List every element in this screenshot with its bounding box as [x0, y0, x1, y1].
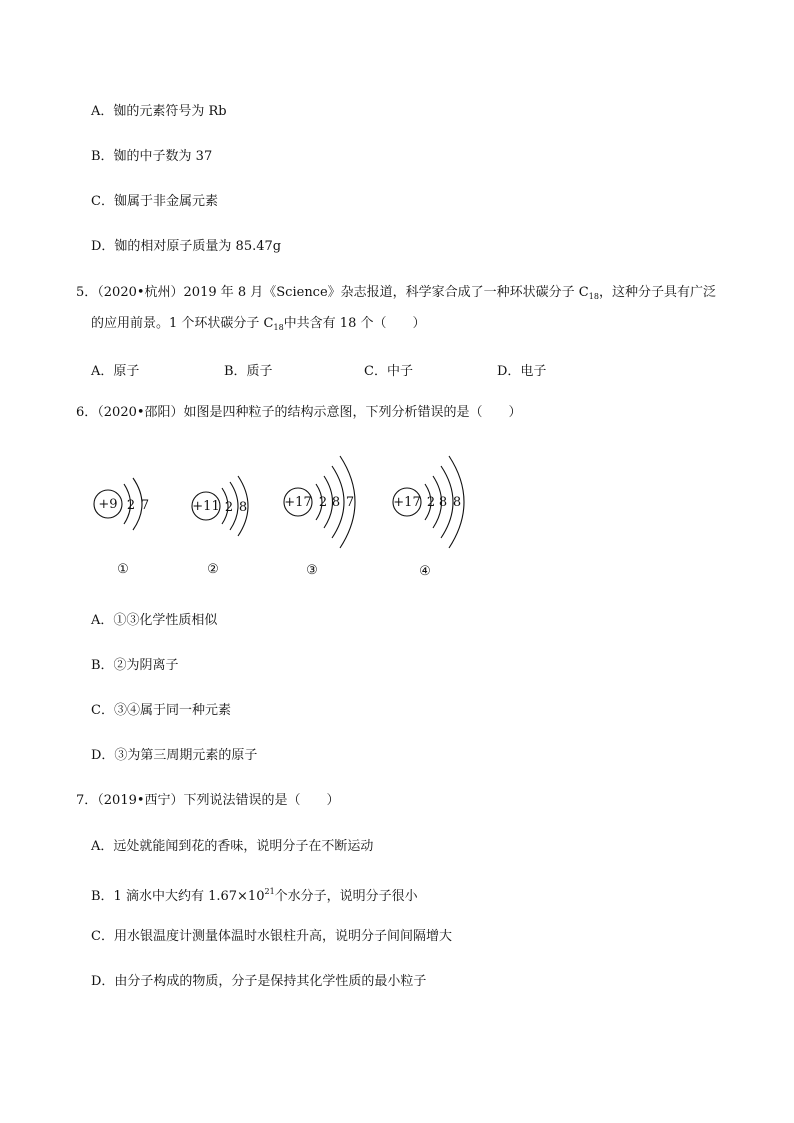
particle-4-shell-count-1: 2: [426, 495, 436, 510]
q5-line2-post: 中共含有 18 个（ ）: [283, 316, 426, 331]
q6-stem: 6．（2020•邵阳）如图是四种粒子的结构示意图，下列分析错误的是（ ）: [76, 405, 522, 420]
q5-stem-line2: [91, 316, 425, 336]
particle-structure-diagram: [80, 440, 500, 590]
q4-option-b: B．铷的中子数为 37: [91, 149, 213, 164]
q6-option-a: A．①③化学性质相似: [91, 613, 218, 628]
particle-1-label: ①: [117, 562, 129, 577]
particle-2-shell-count-1: 2: [224, 500, 234, 515]
q7-option-b-exponent: 21: [264, 887, 275, 896]
particle-4-shell-count-2: 8: [438, 495, 448, 510]
q5-option-a: A．原子: [91, 364, 140, 379]
q4-option-a: A．铷的元素符号为 Rb: [91, 104, 227, 119]
particle-3-nucleus: +17: [284, 495, 312, 510]
particle-4-label: ④: [419, 564, 431, 579]
q5-line1-post: ，这种分子具有广泛: [598, 285, 716, 300]
particle-1-nucleus: +9: [98, 497, 118, 512]
q4-option-c: C．铷属于非金属元素: [91, 194, 218, 209]
q5-options-row: [91, 360, 611, 378]
q7-option-c: C．用水银温度计测量体温时水银柱升高，说明分子间间隔增大: [91, 929, 452, 944]
q6-option-b: B．②为阴离子: [91, 658, 179, 673]
q5-line1-subscript: 18: [588, 292, 599, 301]
q7-option-b: [91, 884, 418, 905]
q5-option-b: B．质子: [224, 364, 273, 379]
q7-option-b-pre: B．1 滴水中大约有 1.67×10: [91, 889, 265, 904]
particle-1-shell-count-2: 7: [140, 498, 150, 513]
particle-4-nucleus: +17: [393, 495, 421, 510]
particle-3-shell-count-1: 2: [318, 495, 328, 510]
particle-2-label: ②: [207, 562, 219, 577]
q7-option-a: A．远处就能闻到花的香味，说明分子在不断运动: [91, 839, 374, 854]
particle-3-label: ③: [306, 563, 318, 578]
q5-option-d: D．电子: [497, 364, 547, 379]
q7-stem: 7．（2019•西宁）下列说法错误的是（ ）: [76, 793, 340, 808]
q7-option-d: D．由分子构成的物质，分子是保持其化学性质的最小粒子: [91, 974, 427, 989]
q5-line2-subscript: 18: [273, 323, 284, 332]
q5-stem-line1: [76, 285, 716, 305]
particle-2-nucleus: +11: [192, 499, 220, 514]
particle-1-shell-count-1: 2: [126, 498, 136, 513]
q4-option-d: D．铷的相对原子质量为 85.47g: [91, 239, 282, 254]
q6-option-d: D．③为第三周期元素的原子: [91, 748, 258, 763]
particle-4-shell-count-3: 8: [452, 495, 462, 510]
q5-line1-pre: 5．（2020•杭州）2019 年 8 月《Science》杂志报道，科学家合成了一种环状碳分子 C: [76, 285, 589, 300]
q5-option-c: C．中子: [364, 364, 413, 379]
q5-line2-pre: 的应用前景。1 个环状碳分子 C: [91, 316, 274, 331]
q6-option-c: C．③④属于同一种元素: [91, 703, 231, 718]
particle-3-shell-count-3: 7: [345, 495, 355, 510]
particle-2-shell-count-2: 8: [238, 500, 248, 515]
particle-3-shell-count-2: 8: [331, 495, 341, 510]
q7-option-b-post: 个水分子，说明分子很小: [274, 889, 418, 904]
